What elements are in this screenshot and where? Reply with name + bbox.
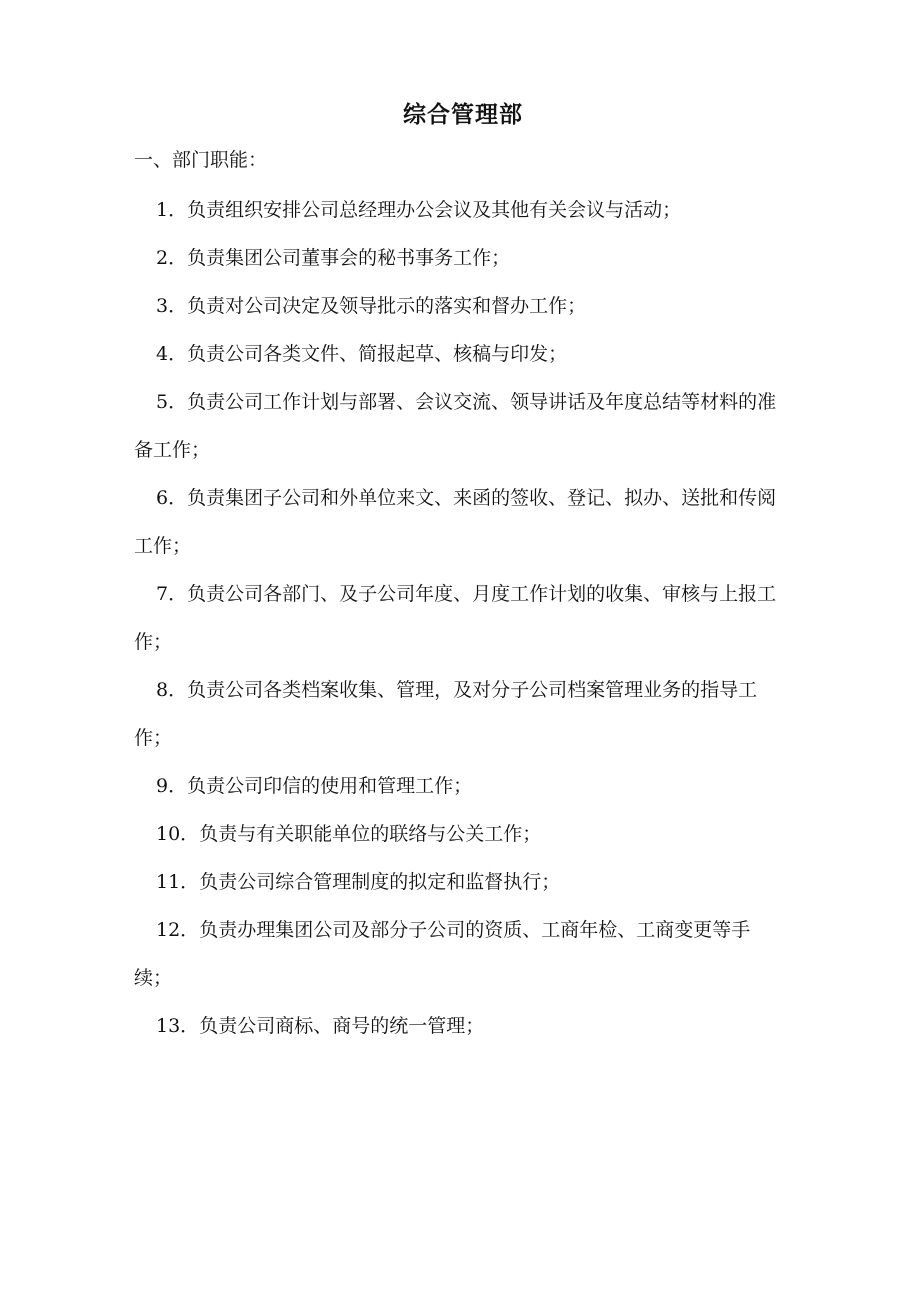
item-number: 9．	[156, 775, 188, 797]
item-number: 3．	[156, 295, 188, 317]
item-text: 负责公司商标、商号的统一管理；	[199, 1015, 485, 1037]
item-number: 4．	[156, 343, 188, 365]
item-text: 负责公司综合管理制度的拟定和监督执行；	[199, 871, 561, 893]
item-number: 1．	[156, 199, 188, 221]
item-text: 负责公司各部门、及子公司年度、月度工作计划的收集、审核与上报工作；	[134, 583, 777, 653]
list-item	[134, 570, 784, 666]
item-text: 负责办理集团公司及部分子公司的资质、工商年检、工商变更等手续；	[134, 919, 751, 989]
item-text: 负责集团子公司和外单位来文、来函的签收、登记、拟办、送批和传阅工作；	[134, 487, 777, 557]
item-number: 11．	[156, 871, 200, 893]
list-item	[134, 666, 784, 762]
item-number: 7．	[156, 583, 188, 605]
list-item	[134, 810, 784, 858]
list-item	[134, 1002, 784, 1050]
list-item	[134, 378, 784, 474]
list-item	[134, 234, 784, 282]
item-number: 5．	[156, 391, 188, 413]
item-number: 13．	[156, 1015, 200, 1037]
list-item	[134, 906, 784, 1002]
item-text: 负责公司各类档案收集、管理，及对分子公司档案管理业务的指导工作；	[134, 679, 758, 749]
item-number: 8．	[156, 679, 188, 701]
section-heading: 一、部门职能：	[134, 149, 268, 171]
item-text: 负责公司印信的使用和管理工作；	[187, 775, 473, 797]
item-text: 负责与有关职能单位的联络与公关工作；	[199, 823, 542, 845]
list-item	[134, 282, 784, 330]
item-text: 负责公司各类文件、简报起草、核稿与印发；	[187, 343, 568, 365]
list-item	[134, 474, 784, 570]
item-text: 负责组织安排公司总经理办公会议及其他有关会议与活动；	[187, 199, 682, 221]
page-title: 综合管理部	[403, 101, 523, 128]
item-number: 10．	[156, 823, 200, 845]
item-number: 6．	[156, 487, 188, 509]
list-item	[134, 186, 784, 234]
item-number: 2．	[156, 247, 188, 269]
item-number: 12．	[156, 919, 200, 941]
item-text: 负责对公司决定及领导批示的落实和督办工作；	[187, 295, 587, 317]
list-item	[134, 330, 784, 378]
item-text: 负责集团公司董事会的秘书事务工作；	[187, 247, 511, 269]
item-text: 负责公司工作计划与部署、会议交流、领导讲话及年度总结等材料的准备工作；	[134, 391, 777, 461]
list-item	[134, 858, 784, 906]
list-item	[134, 762, 784, 810]
